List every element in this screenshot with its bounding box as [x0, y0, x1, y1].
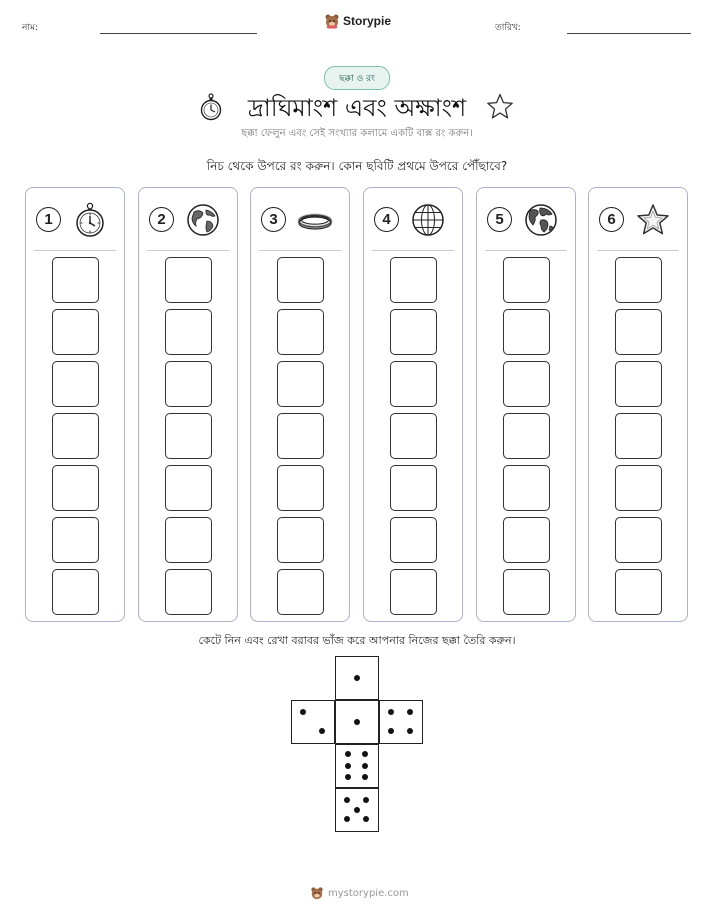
dice-pip [363, 797, 369, 803]
color-box[interactable] [615, 309, 662, 355]
dice-face [335, 700, 379, 744]
column-divider [485, 250, 567, 251]
color-box[interactable] [615, 361, 662, 407]
color-box[interactable] [165, 517, 212, 563]
color-box[interactable] [277, 309, 324, 355]
title-star-icon [486, 93, 514, 120]
star-icon [635, 202, 671, 238]
color-box[interactable] [52, 569, 99, 615]
dice-pip [345, 763, 351, 769]
color-box[interactable] [165, 465, 212, 511]
dice-face [335, 744, 379, 788]
color-box[interactable] [52, 257, 99, 303]
dice-pip [354, 719, 360, 725]
dice-pip [407, 709, 413, 715]
dice-pip [344, 797, 350, 803]
color-box[interactable] [277, 361, 324, 407]
column-divider [597, 250, 679, 251]
column-number-badge: 1 [36, 207, 61, 232]
color-box[interactable] [615, 413, 662, 459]
color-box[interactable] [277, 413, 324, 459]
dice-pip [345, 751, 351, 757]
column-1 [25, 187, 125, 622]
dice-face [335, 788, 379, 832]
column-divider [372, 250, 454, 251]
earth-globe-icon [185, 202, 221, 238]
world-map-globe-icon [523, 202, 559, 238]
dice-face [379, 700, 423, 744]
footer-url: mystorypie.com [328, 887, 409, 899]
column-number-badge: 2 [149, 207, 174, 232]
dice-pip [344, 816, 350, 822]
color-box[interactable] [615, 517, 662, 563]
dice-pip [362, 774, 368, 780]
page-title: দ্রাঘিমাংশ এবং অক্ষাংশ [247, 94, 467, 122]
column-divider [34, 250, 116, 251]
bear-mascot-icon [324, 13, 340, 29]
color-box[interactable] [277, 569, 324, 615]
ring-icon [297, 202, 333, 238]
column-2 [138, 187, 238, 622]
color-box[interactable] [615, 569, 662, 615]
column-divider [259, 250, 341, 251]
date-label: তারিখ: [495, 23, 521, 33]
color-box[interactable] [52, 465, 99, 511]
color-box[interactable] [503, 413, 550, 459]
color-box[interactable] [277, 465, 324, 511]
color-box[interactable] [390, 257, 437, 303]
column-divider [147, 250, 229, 251]
dice-pip [388, 728, 394, 734]
color-box[interactable] [165, 413, 212, 459]
column-4 [363, 187, 463, 622]
color-box[interactable] [165, 257, 212, 303]
dice-pip [362, 763, 368, 769]
dice-face [335, 656, 379, 700]
wireframe-globe-icon [410, 202, 446, 238]
column-5 [476, 187, 576, 622]
dice-pip [388, 709, 394, 715]
column-number-badge: 6 [599, 207, 624, 232]
date-line[interactable] [567, 33, 691, 34]
color-box[interactable] [503, 257, 550, 303]
color-box[interactable] [390, 413, 437, 459]
dice-pip [345, 774, 351, 780]
column-number-badge: 4 [374, 207, 399, 232]
brand-logo [324, 13, 391, 29]
dice-pip [300, 709, 306, 715]
color-box[interactable] [503, 309, 550, 355]
color-box[interactable] [390, 465, 437, 511]
brand-name: Storypie [343, 14, 392, 28]
dice-pip [407, 728, 413, 734]
dice-pip [354, 807, 360, 813]
color-box[interactable] [165, 309, 212, 355]
column-number-badge: 3 [261, 207, 286, 232]
color-box[interactable] [503, 361, 550, 407]
color-box[interactable] [390, 361, 437, 407]
color-box[interactable] [165, 569, 212, 615]
color-box[interactable] [52, 361, 99, 407]
column-3 [250, 187, 350, 622]
dice-pip [354, 675, 360, 681]
color-box[interactable] [277, 517, 324, 563]
dice-face [291, 700, 335, 744]
color-box[interactable] [390, 517, 437, 563]
cut-instruction: কেটে নিন এবং রেখা বরাবর ভাঁজ করে আপনার নিজের ছক্কা তৈরি করুন। [198, 634, 516, 647]
color-box[interactable] [390, 309, 437, 355]
name-line[interactable] [100, 33, 257, 34]
color-box[interactable] [390, 569, 437, 615]
pocket-watch-icon [72, 202, 108, 238]
color-box[interactable] [503, 465, 550, 511]
color-box[interactable] [277, 257, 324, 303]
page-subtitle: ছক্কা ফেলুন এবং সেই সংখ্যার কলামে একটি বাক্স রং করুন। [241, 128, 473, 139]
color-box[interactable] [615, 257, 662, 303]
color-box[interactable] [165, 361, 212, 407]
name-label: নাম: [22, 23, 39, 33]
dice-pip [319, 728, 325, 734]
color-box[interactable] [615, 465, 662, 511]
color-box[interactable] [503, 569, 550, 615]
dice-pip [362, 751, 368, 757]
color-box[interactable] [503, 517, 550, 563]
activity-tag: ছক্কা ও রং [324, 66, 390, 90]
footer-bear-icon [310, 886, 324, 900]
coloring-instruction: নিচ থেকে উপরে রং করুন। কোন ছবিটি প্রথমে উপরে পৌঁছাবে? [206, 159, 508, 173]
color-box[interactable] [52, 309, 99, 355]
column-6 [588, 187, 688, 622]
color-box[interactable] [52, 517, 99, 563]
dice-pip [363, 816, 369, 822]
footer [310, 886, 409, 900]
column-number-badge: 5 [487, 207, 512, 232]
color-box[interactable] [52, 413, 99, 459]
